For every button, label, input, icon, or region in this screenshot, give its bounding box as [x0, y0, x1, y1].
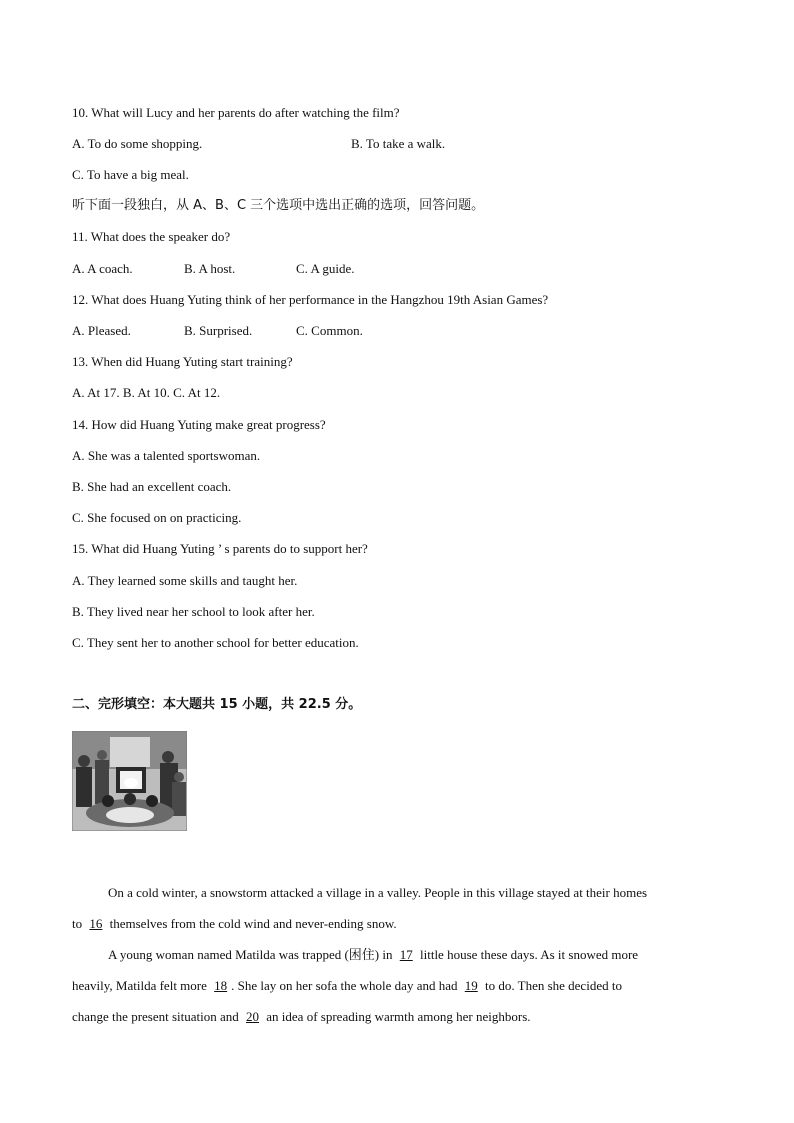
question-13-options: A. At 17. B. At 10. C. At 12.: [72, 385, 221, 400]
q11-option-b: B. A host.: [184, 261, 236, 276]
q11-option-a: A. A coach.: [72, 261, 133, 276]
p2-l1-pre: A young woman named Matilda was trapped (困住) in: [108, 947, 393, 962]
q15-option-b: B. They lived near her school to look after her.: [72, 604, 315, 619]
p1-line-2: [72, 908, 722, 939]
p1-line-1: On a cold winter, a snowstorm attacked a village in a valley. People in this village stayed at their homes: [108, 885, 648, 900]
p2-line-3: [72, 1001, 722, 1032]
q12-option-a: A. Pleased.: [72, 323, 131, 338]
cloze-paragraph-1: [72, 877, 722, 939]
q10-option-a: A. To do some shopping.: [72, 136, 203, 151]
q12-option-b: B. Surprised.: [184, 323, 253, 338]
q15-option-a: A. They learned some skills and taught her.: [72, 573, 298, 588]
q14-option-c: C. She focused on on practicing.: [72, 510, 242, 525]
question-15-stem: 15. What did Huang Yuting ’ s parents do to support her?: [72, 541, 368, 556]
blank-17[interactable]: 17: [399, 947, 413, 962]
blank-20[interactable]: 20: [246, 1009, 260, 1024]
p2-line-2: [72, 970, 722, 1001]
question-10-stem: 10. What will Lucy and her parents do after watching the film?: [72, 105, 400, 120]
p2-l2-post: to do. Then she decided to: [485, 978, 622, 993]
q14-option-a: A. She was a talented sportswoman.: [72, 448, 261, 463]
p2-line-1: [72, 939, 722, 970]
q11-option-c: C. A guide.: [296, 261, 355, 276]
question-12-stem: 12. What does Huang Yuting think of her performance in the Hangzhou 19th Asian Games?: [72, 292, 549, 307]
question-11-options: [72, 261, 672, 277]
p1-l2-post: themselves from the cold wind and never-ending snow.: [109, 916, 397, 931]
cloze-section-heading: 二、完形填空：本大题共 15 小题，共 22.5 分。: [72, 697, 362, 712]
p2-l2-pre: heavily, Matilda felt more: [72, 978, 207, 993]
blank-18[interactable]: 18: [214, 978, 228, 993]
q14-option-b: B. She had an excellent coach.: [72, 479, 232, 494]
blank-16[interactable]: 16: [89, 916, 103, 931]
cloze-paragraph-2: [72, 939, 722, 1032]
blank-19[interactable]: 19: [464, 978, 478, 993]
p2-l2-mid: . She lay on her sofa the whole day and had: [231, 978, 458, 993]
question-11-stem: 11. What does the speaker do?: [72, 229, 231, 244]
p1-l2-pre: to: [72, 916, 83, 931]
p2-l3-pre: change the present situation and: [72, 1009, 239, 1024]
winter-gathering-illustration: [72, 731, 187, 831]
p2-l3-post: an idea of spreading warmth among her neighbors.: [266, 1009, 531, 1024]
q10-option-b: B. To take a walk.: [351, 136, 446, 151]
question-14-stem: 14. How did Huang Yuting make great progress?: [72, 417, 326, 432]
q10-option-c: C. To have a big meal.: [72, 167, 189, 182]
q12-option-c: C. Common.: [296, 323, 363, 338]
p2-l1-post: little house these days. As it snowed more: [420, 947, 639, 962]
question-12-options: [72, 323, 672, 339]
question-10-options-row1: [72, 136, 672, 152]
listening-instruction: 听下面一段独白，从 A、B、C 三个选项中选出正确的选项，回答问题。: [72, 198, 485, 213]
question-13-stem: 13. When did Huang Yuting start training?: [72, 354, 293, 369]
q15-option-c: C. They sent her to another school for better education.: [72, 635, 359, 650]
